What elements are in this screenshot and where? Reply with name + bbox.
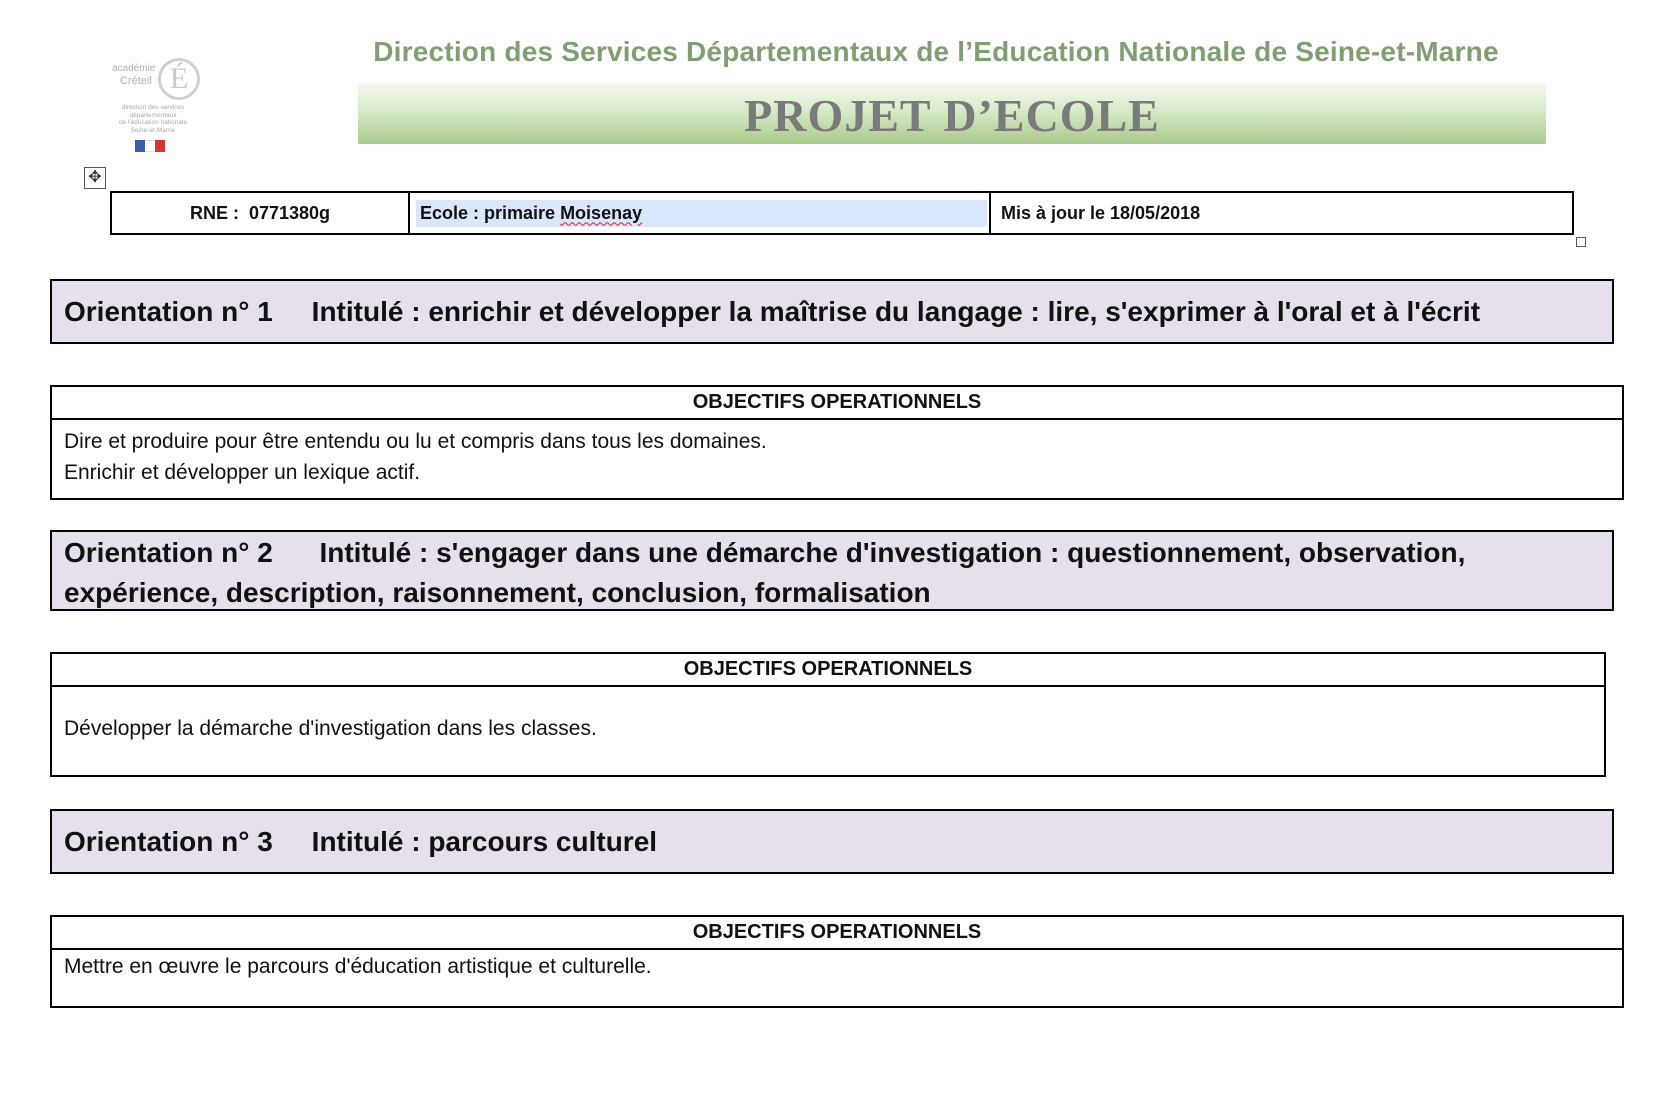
resize-handle-icon[interactable] <box>1576 237 1586 247</box>
page-title: PROJET D’ECOLE <box>744 90 1160 141</box>
title-banner <box>358 83 1546 144</box>
orientation-number: Orientation n° 1 <box>64 296 312 327</box>
maj-cell[interactable] <box>991 193 1572 233</box>
maj-text: Mis à jour le 18/05/2018 <box>1001 202 1201 223</box>
ecole-name: Moisenay <box>560 202 643 223</box>
objectifs-table-1[interactable] <box>50 385 1624 500</box>
marianne-flag-icon <box>135 140 165 152</box>
objectifs-heading: OBJECTIFS OPERATIONNELS <box>52 917 1622 950</box>
objectifs-heading: OBJECTIFS OPERATIONNELS <box>52 387 1622 420</box>
objectifs-body <box>52 950 1622 982</box>
direction-heading: Direction des Services Départementaux de l’Education Nationale de Seine-et-Marne <box>373 36 1499 67</box>
objectif-line: Développer la démarche d'investigation dans les classes. <box>64 717 597 740</box>
objectifs-heading: OBJECTIFS OPERATIONNELS <box>52 654 1604 687</box>
objectifs-table-2[interactable] <box>50 652 1606 777</box>
orientation-number: Orientation n° 3 <box>64 826 312 857</box>
orientation-intitule: Intitulé : s'engager dans une démarche d'investigation : questionnement, observation, expérience, description, raisonnement, conclusion, formalisation <box>64 537 1466 608</box>
objectif-line: Mettre en œuvre le parcours d'éducation artistique et culturelle. <box>64 955 652 978</box>
orientation-1-box[interactable] <box>50 279 1614 344</box>
academie-creteil-logo <box>100 46 200 164</box>
school-info-table <box>110 191 1574 235</box>
rne-text: RNE : 0771380g <box>189 202 331 223</box>
orientation-intitule: Intitulé : enrichir et développer la maîtrise du langage : lire, s'exprimer à l'oral et à l'écrit <box>311 296 1481 327</box>
flag-blue <box>135 140 145 152</box>
logo-word-creteil: Créteil <box>120 75 152 87</box>
rne-cell[interactable] <box>112 193 410 233</box>
objectif-line: Enrichir et développer un lexique actif. <box>64 461 421 484</box>
objectifs-body <box>52 687 1604 744</box>
logo-sub-line: départementaux <box>129 111 177 119</box>
ecole-cell[interactable] <box>410 193 991 233</box>
orientation-2-box[interactable] <box>50 530 1614 611</box>
move-handle-icon[interactable]: ✥ <box>84 167 106 189</box>
flag-red <box>155 140 165 152</box>
logo-sub-line: direction des services <box>121 104 185 111</box>
ecole-text <box>420 203 642 224</box>
orientation-number: Orientation n° 2 <box>64 537 320 568</box>
logo-top <box>100 46 200 104</box>
flag-white <box>145 140 155 152</box>
logo-sub-line: de l'éducation nationale <box>118 119 188 126</box>
logo-sub-line: Seine-et-Marne <box>130 126 176 134</box>
orientation-intitule: Intitulé : parcours culturel <box>311 826 658 857</box>
ecole-prefix: Ecole : primaire <box>420 202 561 223</box>
objectif-line: Dire et produire pour être entendu ou lu et compris dans tous les domaines. <box>64 430 767 453</box>
logo-word-academie: académie <box>112 63 156 74</box>
objectifs-body <box>52 420 1622 488</box>
logo-e-icon: É <box>158 58 200 100</box>
objectifs-table-3[interactable] <box>50 915 1624 1008</box>
orientation-3-box[interactable] <box>50 809 1614 874</box>
